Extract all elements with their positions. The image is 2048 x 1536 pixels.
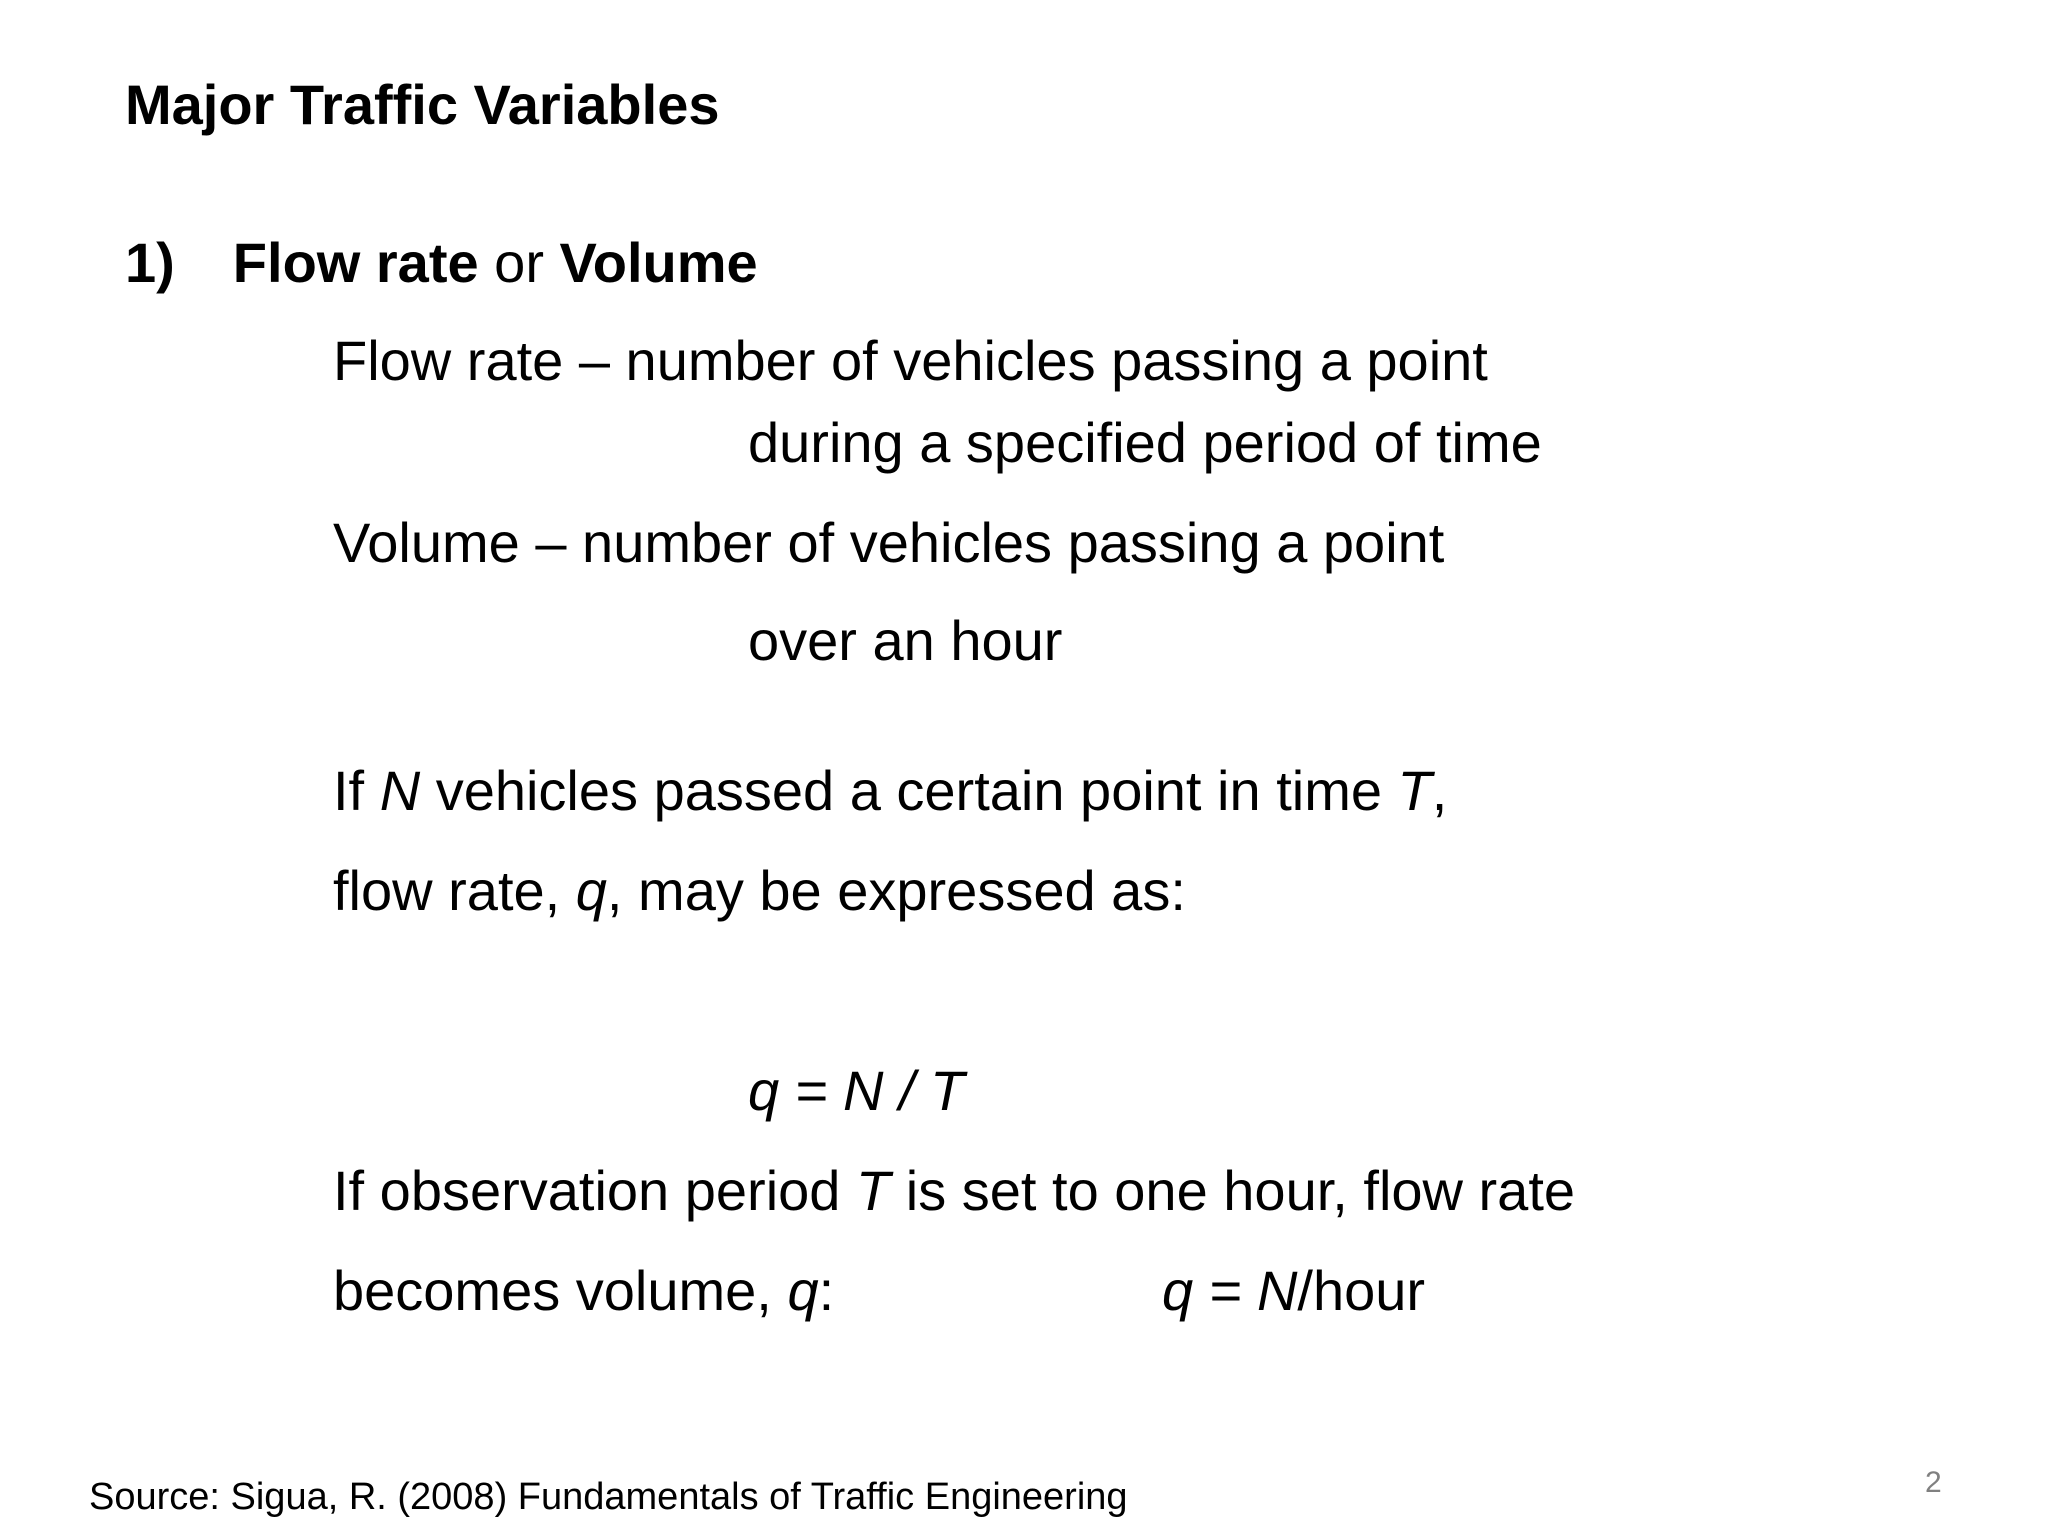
slide-title: Major Traffic Variables (125, 73, 720, 136)
observation-line2 (333, 1258, 834, 1323)
variable-t: T (1397, 759, 1432, 822)
section-number: 1) (125, 231, 175, 294)
formula-q-equals-n-over-t: q = N / T (748, 1059, 965, 1122)
observation-line1 (333, 1158, 1575, 1223)
variable-n: N (379, 759, 421, 822)
term-connector: or (478, 231, 560, 294)
term-flow-rate: Flow rate (232, 231, 479, 294)
explanation-line2 (333, 858, 1186, 923)
source-citation: Source: Sigua, R. (2008) Fundamentals of Traffic Engineering (89, 1476, 1128, 1518)
formula-q-equals-n-per-hour (1162, 1258, 1425, 1323)
flow-rate-definition-line1: Flow rate – number of vehicles passing a point (333, 329, 1488, 392)
explanation-text: , (1431, 759, 1448, 822)
observation-text: If observation period (333, 1159, 856, 1222)
term-volume: Volume (559, 231, 758, 294)
explanation-text: flow rate, (333, 859, 576, 922)
variable-t: T (855, 1159, 891, 1222)
observation-text: becomes volume, (333, 1259, 788, 1322)
variable-q: q (575, 859, 607, 922)
explanation-text: If (333, 759, 380, 822)
volume-definition-line2: over an hour (748, 609, 1063, 672)
section-heading (125, 230, 758, 295)
variable-q: q (787, 1259, 819, 1322)
flow-rate-definition-line2: during a specified period of time (748, 411, 1542, 474)
explanation-text: , may be expressed as: (606, 859, 1186, 922)
page-number: 2 (1925, 1466, 1942, 1499)
explanation-line1 (333, 758, 1447, 823)
formula-math-part: q = N (1162, 1259, 1298, 1322)
volume-definition-line1: Volume – number of vehicles passing a point (333, 511, 1445, 574)
explanation-text: vehicles passed a certain point in time (420, 759, 1398, 822)
observation-text: : (818, 1259, 835, 1322)
observation-text: is set to one hour, flow rate (890, 1159, 1576, 1222)
formula-unit-part: /hour (1297, 1259, 1426, 1322)
